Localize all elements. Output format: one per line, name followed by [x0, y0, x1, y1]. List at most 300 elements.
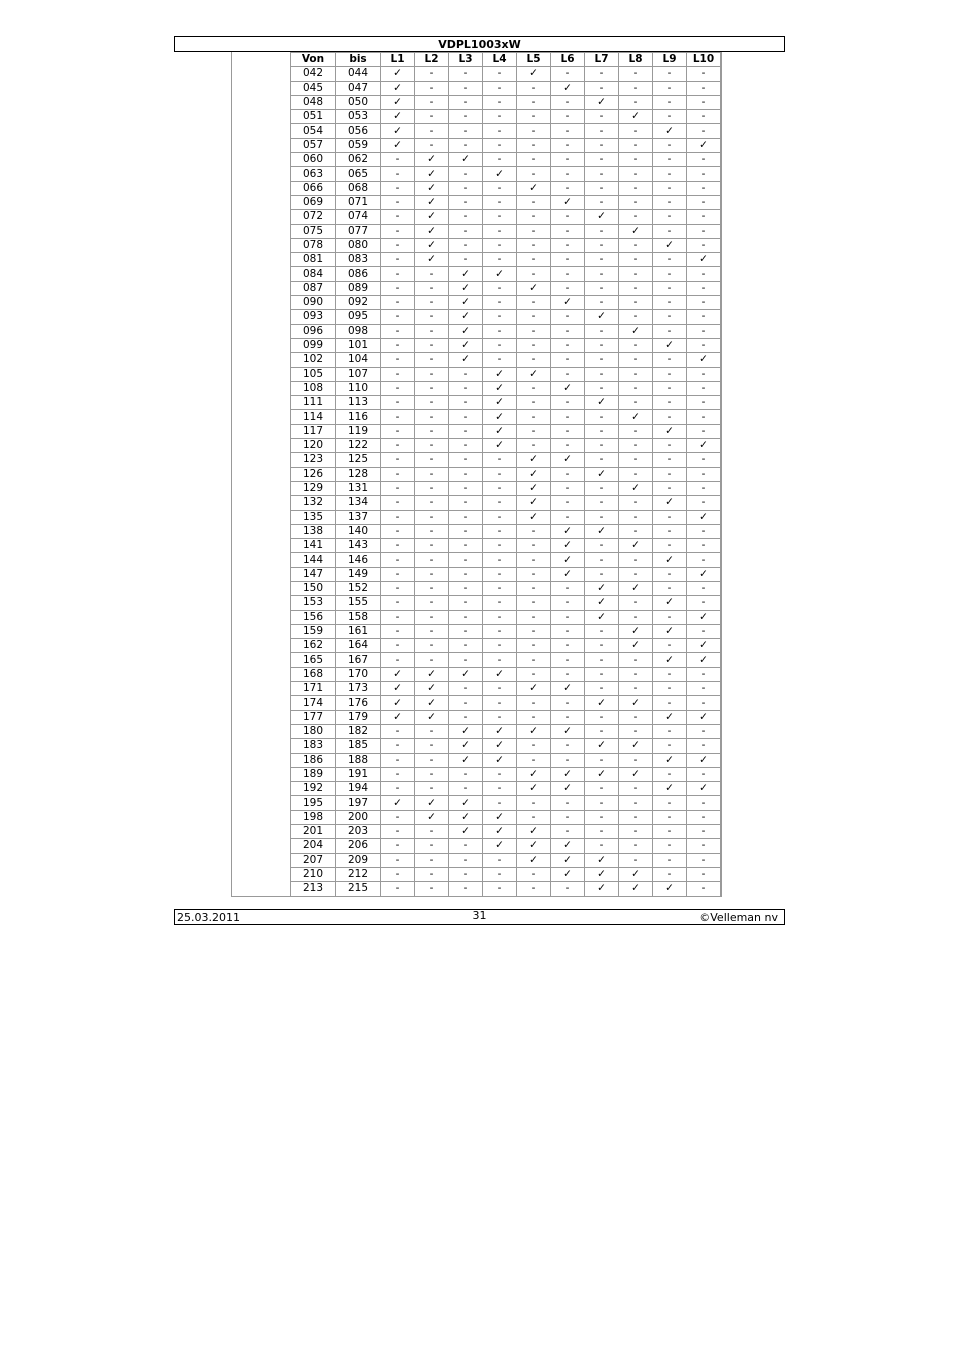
table-cell: 119	[336, 424, 381, 438]
table-cell: -	[449, 639, 483, 653]
table-row	[291, 153, 721, 167]
table-cell: -	[381, 424, 415, 438]
table-cell: 080	[336, 238, 381, 252]
table-cell: -	[551, 410, 585, 424]
table-cell: 159	[291, 624, 336, 638]
table-cell: -	[551, 496, 585, 510]
table-cell: -	[381, 753, 415, 767]
table-cell: -	[483, 567, 517, 581]
table-cell: -	[687, 267, 721, 281]
table-row	[291, 796, 721, 810]
table-cell: ✓	[449, 310, 483, 324]
table-cell: ✓	[551, 853, 585, 867]
table-cell: -	[517, 753, 551, 767]
table-cell: 194	[336, 782, 381, 796]
table-cell: ✓	[619, 639, 653, 653]
table-cell: -	[381, 581, 415, 595]
table-cell: -	[585, 724, 619, 738]
table-cell: ✓	[517, 367, 551, 381]
table-cell: -	[483, 153, 517, 167]
table-cell: 137	[336, 510, 381, 524]
table-cell: ✓	[415, 696, 449, 710]
table-row	[291, 596, 721, 610]
table-cell: -	[517, 167, 551, 181]
table-cell: ✓	[687, 439, 721, 453]
table-cell: ✓	[551, 296, 585, 310]
table-cell: -	[619, 210, 653, 224]
table-cell: -	[483, 238, 517, 252]
table-cell: 045	[291, 81, 336, 95]
table-cell: -	[517, 410, 551, 424]
table-cell: -	[653, 667, 687, 681]
table-cell: ✓	[381, 696, 415, 710]
table-cell: -	[653, 381, 687, 395]
table-cell: 206	[336, 839, 381, 853]
table-cell: ✓	[517, 481, 551, 495]
table-cell: 075	[291, 224, 336, 238]
table-cell: -	[585, 553, 619, 567]
table-cell: -	[687, 539, 721, 553]
table-cell: -	[415, 124, 449, 138]
table-cell: -	[619, 296, 653, 310]
table-cell: ✓	[449, 324, 483, 338]
document-title: VDPL1003xW	[438, 38, 521, 51]
table-cell: ✓	[517, 682, 551, 696]
table-cell: 084	[291, 267, 336, 281]
table-cell: -	[551, 639, 585, 653]
table-cell: -	[415, 410, 449, 424]
table-cell: ✓	[653, 782, 687, 796]
table-cell: -	[585, 167, 619, 181]
table-cell: -	[483, 453, 517, 467]
table-cell: 047	[336, 81, 381, 95]
table-cell: -	[517, 810, 551, 824]
table-cell: -	[415, 867, 449, 881]
table-cell: -	[551, 653, 585, 667]
table-cell: -	[449, 224, 483, 238]
table-cell: -	[585, 153, 619, 167]
table-cell: -	[483, 67, 517, 81]
table-cell: -	[415, 310, 449, 324]
table-cell: -	[551, 110, 585, 124]
table-cell: -	[381, 839, 415, 853]
table-cell: -	[415, 567, 449, 581]
table-cell: 132	[291, 496, 336, 510]
table-cell: -	[449, 710, 483, 724]
table-cell: -	[381, 610, 415, 624]
table-cell: -	[619, 839, 653, 853]
table-cell: -	[381, 510, 415, 524]
table-cell: -	[449, 510, 483, 524]
table-cell: ✓	[653, 753, 687, 767]
table-cell: -	[381, 767, 415, 781]
table-cell: -	[551, 353, 585, 367]
table-cell: -	[517, 267, 551, 281]
table-cell: ✓	[483, 825, 517, 839]
table-cell: -	[449, 553, 483, 567]
table-cell: 146	[336, 553, 381, 567]
table-cell: ✓	[483, 396, 517, 410]
table-cell: ✓	[653, 424, 687, 438]
table-cell: 066	[291, 181, 336, 195]
table-cell: -	[517, 581, 551, 595]
table-cell: -	[449, 253, 483, 267]
table-row	[291, 696, 721, 710]
table-cell: 209	[336, 853, 381, 867]
table-cell: -	[415, 381, 449, 395]
table-cell: 051	[291, 110, 336, 124]
table-cell: -	[381, 367, 415, 381]
table-header-row	[291, 53, 721, 67]
table-cell: -	[585, 624, 619, 638]
table-row	[291, 853, 721, 867]
table-cell: ✓	[585, 467, 619, 481]
table-cell: -	[483, 767, 517, 781]
table-cell: -	[585, 667, 619, 681]
table-cell: 167	[336, 653, 381, 667]
table-cell: -	[585, 496, 619, 510]
table-cell: ✓	[619, 867, 653, 881]
table-cell: -	[483, 81, 517, 95]
table-cell: -	[619, 510, 653, 524]
table-cell: -	[449, 210, 483, 224]
table-row	[291, 424, 721, 438]
table-cell: -	[585, 181, 619, 195]
table-cell: -	[585, 810, 619, 824]
table-cell: -	[551, 267, 585, 281]
table-cell: -	[381, 639, 415, 653]
table-cell: -	[483, 796, 517, 810]
table-cell: 200	[336, 810, 381, 824]
table-row	[291, 353, 721, 367]
table-row	[291, 467, 721, 481]
table-cell: -	[687, 424, 721, 438]
table-cell: -	[653, 510, 687, 524]
column-header: L9	[653, 53, 687, 67]
column-header: bis	[336, 53, 381, 67]
table-cell: -	[415, 639, 449, 653]
table-cell: ✓	[381, 67, 415, 81]
table-row	[291, 825, 721, 839]
table-cell: 126	[291, 467, 336, 481]
table-row	[291, 296, 721, 310]
table-cell: -	[585, 138, 619, 152]
table-cell: -	[449, 596, 483, 610]
table-cell: -	[517, 195, 551, 209]
table-cell: -	[551, 138, 585, 152]
table-cell: -	[415, 581, 449, 595]
table-cell: ✓	[415, 253, 449, 267]
table-cell: ✓	[449, 825, 483, 839]
table-cell: -	[483, 195, 517, 209]
table-cell: -	[517, 353, 551, 367]
table-cell: 156	[291, 610, 336, 624]
table-cell: 113	[336, 396, 381, 410]
table-cell: 165	[291, 653, 336, 667]
table-cell: ✓	[551, 553, 585, 567]
table-cell: ✓	[415, 796, 449, 810]
table-row	[291, 110, 721, 124]
table-row	[291, 767, 721, 781]
table-cell: -	[687, 553, 721, 567]
table-cell: -	[551, 696, 585, 710]
table-cell: -	[619, 524, 653, 538]
table-cell: ✓	[619, 410, 653, 424]
table-row	[291, 524, 721, 538]
table-cell: 083	[336, 253, 381, 267]
table-cell: -	[381, 553, 415, 567]
table-cell: -	[517, 596, 551, 610]
table-row	[291, 95, 721, 109]
table-cell: -	[687, 281, 721, 295]
column-header: L8	[619, 53, 653, 67]
table-cell: 134	[336, 496, 381, 510]
table-cell: -	[415, 267, 449, 281]
table-cell: -	[449, 481, 483, 495]
table-cell: -	[585, 753, 619, 767]
table-cell: -	[449, 467, 483, 481]
table-cell: -	[381, 181, 415, 195]
table-cell: -	[653, 110, 687, 124]
table-cell: -	[483, 481, 517, 495]
table-cell: ✓	[653, 496, 687, 510]
table-row	[291, 496, 721, 510]
table-cell: 131	[336, 481, 381, 495]
table-cell: -	[415, 624, 449, 638]
table-cell: -	[653, 439, 687, 453]
table-cell: -	[381, 281, 415, 295]
table-cell: -	[551, 796, 585, 810]
table-cell: 212	[336, 867, 381, 881]
table-cell: -	[381, 224, 415, 238]
table-cell: -	[619, 281, 653, 295]
table-cell: ✓	[653, 553, 687, 567]
table-cell: 123	[291, 453, 336, 467]
table-cell: -	[517, 739, 551, 753]
table-cell: -	[653, 524, 687, 538]
table-cell: -	[585, 410, 619, 424]
table-cell: ✓	[517, 782, 551, 796]
table-cell: -	[653, 210, 687, 224]
table-cell: -	[517, 338, 551, 352]
table-cell: ✓	[381, 796, 415, 810]
table-cell: -	[449, 367, 483, 381]
table-cell: -	[653, 481, 687, 495]
table-cell: 110	[336, 381, 381, 395]
table-cell: -	[551, 95, 585, 109]
table-cell: ✓	[687, 567, 721, 581]
table-row	[291, 510, 721, 524]
table-cell: ✓	[483, 381, 517, 395]
table-row	[291, 253, 721, 267]
table-cell: 143	[336, 539, 381, 553]
table-cell: -	[619, 138, 653, 152]
table-row	[291, 195, 721, 209]
table-cell: 056	[336, 124, 381, 138]
table-row	[291, 581, 721, 595]
table-cell: -	[483, 138, 517, 152]
table-cell: -	[619, 596, 653, 610]
table-cell: 147	[291, 567, 336, 581]
table-cell: ✓	[449, 667, 483, 681]
table-row	[291, 167, 721, 181]
table-cell: -	[483, 882, 517, 896]
table-cell: ✓	[449, 338, 483, 352]
table-cell: -	[517, 396, 551, 410]
table-cell: -	[381, 439, 415, 453]
table-cell: 210	[291, 867, 336, 881]
table-cell: -	[381, 810, 415, 824]
table-cell: 044	[336, 67, 381, 81]
table-cell: -	[483, 467, 517, 481]
table-cell: 065	[336, 167, 381, 181]
table-cell: ✓	[415, 224, 449, 238]
table-cell: ✓	[585, 696, 619, 710]
table-cell: -	[415, 782, 449, 796]
table-cell: ✓	[551, 524, 585, 538]
page-header	[174, 36, 785, 52]
table-cell: -	[517, 553, 551, 567]
table-cell: -	[381, 496, 415, 510]
table-cell: ✓	[551, 682, 585, 696]
table-cell: ✓	[619, 481, 653, 495]
table-cell: ✓	[415, 210, 449, 224]
table-cell: ✓	[415, 238, 449, 252]
table-cell: -	[381, 253, 415, 267]
table-cell: ✓	[653, 624, 687, 638]
table-cell: -	[517, 324, 551, 338]
table-cell: -	[415, 853, 449, 867]
table-cell: ✓	[551, 867, 585, 881]
table-cell: -	[381, 353, 415, 367]
table-cell: ✓	[483, 367, 517, 381]
table-cell: -	[449, 95, 483, 109]
table-cell: 098	[336, 324, 381, 338]
table-cell: -	[449, 696, 483, 710]
table-cell: -	[551, 596, 585, 610]
table-cell: -	[653, 724, 687, 738]
table-row	[291, 281, 721, 295]
table-cell: -	[483, 353, 517, 367]
table-cell: -	[381, 882, 415, 896]
table-cell: -	[619, 367, 653, 381]
table-row	[291, 267, 721, 281]
table-cell: -	[449, 624, 483, 638]
table-cell: 207	[291, 853, 336, 867]
table-cell: ✓	[585, 95, 619, 109]
table-cell: -	[415, 510, 449, 524]
table-cell: -	[381, 596, 415, 610]
table-row	[291, 667, 721, 681]
table-cell: -	[619, 167, 653, 181]
table-cell: -	[551, 338, 585, 352]
table-cell: 117	[291, 424, 336, 438]
table-cell: -	[381, 153, 415, 167]
table-cell: -	[653, 81, 687, 95]
table-cell: ✓	[517, 825, 551, 839]
table-cell: -	[551, 181, 585, 195]
table-cell: -	[687, 739, 721, 753]
table-row	[291, 481, 721, 495]
table-cell: ✓	[551, 724, 585, 738]
table-cell: ✓	[381, 95, 415, 109]
table-cell: -	[483, 124, 517, 138]
table-cell: -	[517, 439, 551, 453]
table-cell: -	[585, 782, 619, 796]
table-cell: ✓	[483, 410, 517, 424]
table-cell: ✓	[687, 253, 721, 267]
table-cell: -	[517, 624, 551, 638]
table-row	[291, 410, 721, 424]
table-cell: ✓	[517, 496, 551, 510]
table-cell: -	[653, 167, 687, 181]
table-cell: 053	[336, 110, 381, 124]
table-cell: ✓	[653, 653, 687, 667]
table-cell: -	[483, 224, 517, 238]
table-cell: -	[619, 424, 653, 438]
table-cell: -	[483, 524, 517, 538]
table-cell: -	[619, 810, 653, 824]
table-cell: 057	[291, 138, 336, 152]
table-cell: -	[551, 610, 585, 624]
table-cell: -	[687, 396, 721, 410]
table-cell: -	[653, 853, 687, 867]
table-cell: 188	[336, 753, 381, 767]
table-cell: ✓	[585, 396, 619, 410]
table-cell: ✓	[381, 81, 415, 95]
table-cell: ✓	[517, 853, 551, 867]
table-cell: -	[551, 281, 585, 295]
table-cell: 105	[291, 367, 336, 381]
table-cell: -	[415, 296, 449, 310]
column-header: L6	[551, 53, 585, 67]
column-header: L3	[449, 53, 483, 67]
table-cell: ✓	[551, 195, 585, 209]
table-cell: -	[551, 424, 585, 438]
table-cell: -	[653, 253, 687, 267]
table-row	[291, 367, 721, 381]
table-cell: -	[415, 724, 449, 738]
table-cell: -	[517, 653, 551, 667]
table-cell: -	[585, 682, 619, 696]
table-cell: -	[483, 653, 517, 667]
table-cell: ✓	[381, 110, 415, 124]
table-cell: ✓	[585, 867, 619, 881]
table-cell: ✓	[653, 338, 687, 352]
table-cell: ✓	[585, 524, 619, 538]
table-cell: -	[517, 110, 551, 124]
table-cell: -	[619, 195, 653, 209]
table-cell: ✓	[449, 724, 483, 738]
table-cell: -	[483, 782, 517, 796]
table-cell: -	[381, 310, 415, 324]
table-cell: ✓	[585, 853, 619, 867]
table-cell: ✓	[415, 153, 449, 167]
column-header: L1	[381, 53, 415, 67]
table-cell: 144	[291, 553, 336, 567]
table-cell: 186	[291, 753, 336, 767]
footer-date: 25.03.2011	[177, 911, 240, 924]
table-cell: 063	[291, 167, 336, 181]
table-cell: -	[585, 796, 619, 810]
table-cell: -	[551, 825, 585, 839]
table-cell: 192	[291, 782, 336, 796]
table-cell: -	[483, 867, 517, 881]
table-cell: -	[517, 95, 551, 109]
table-cell: -	[449, 424, 483, 438]
table-cell: -	[619, 496, 653, 510]
table-cell: -	[483, 710, 517, 724]
